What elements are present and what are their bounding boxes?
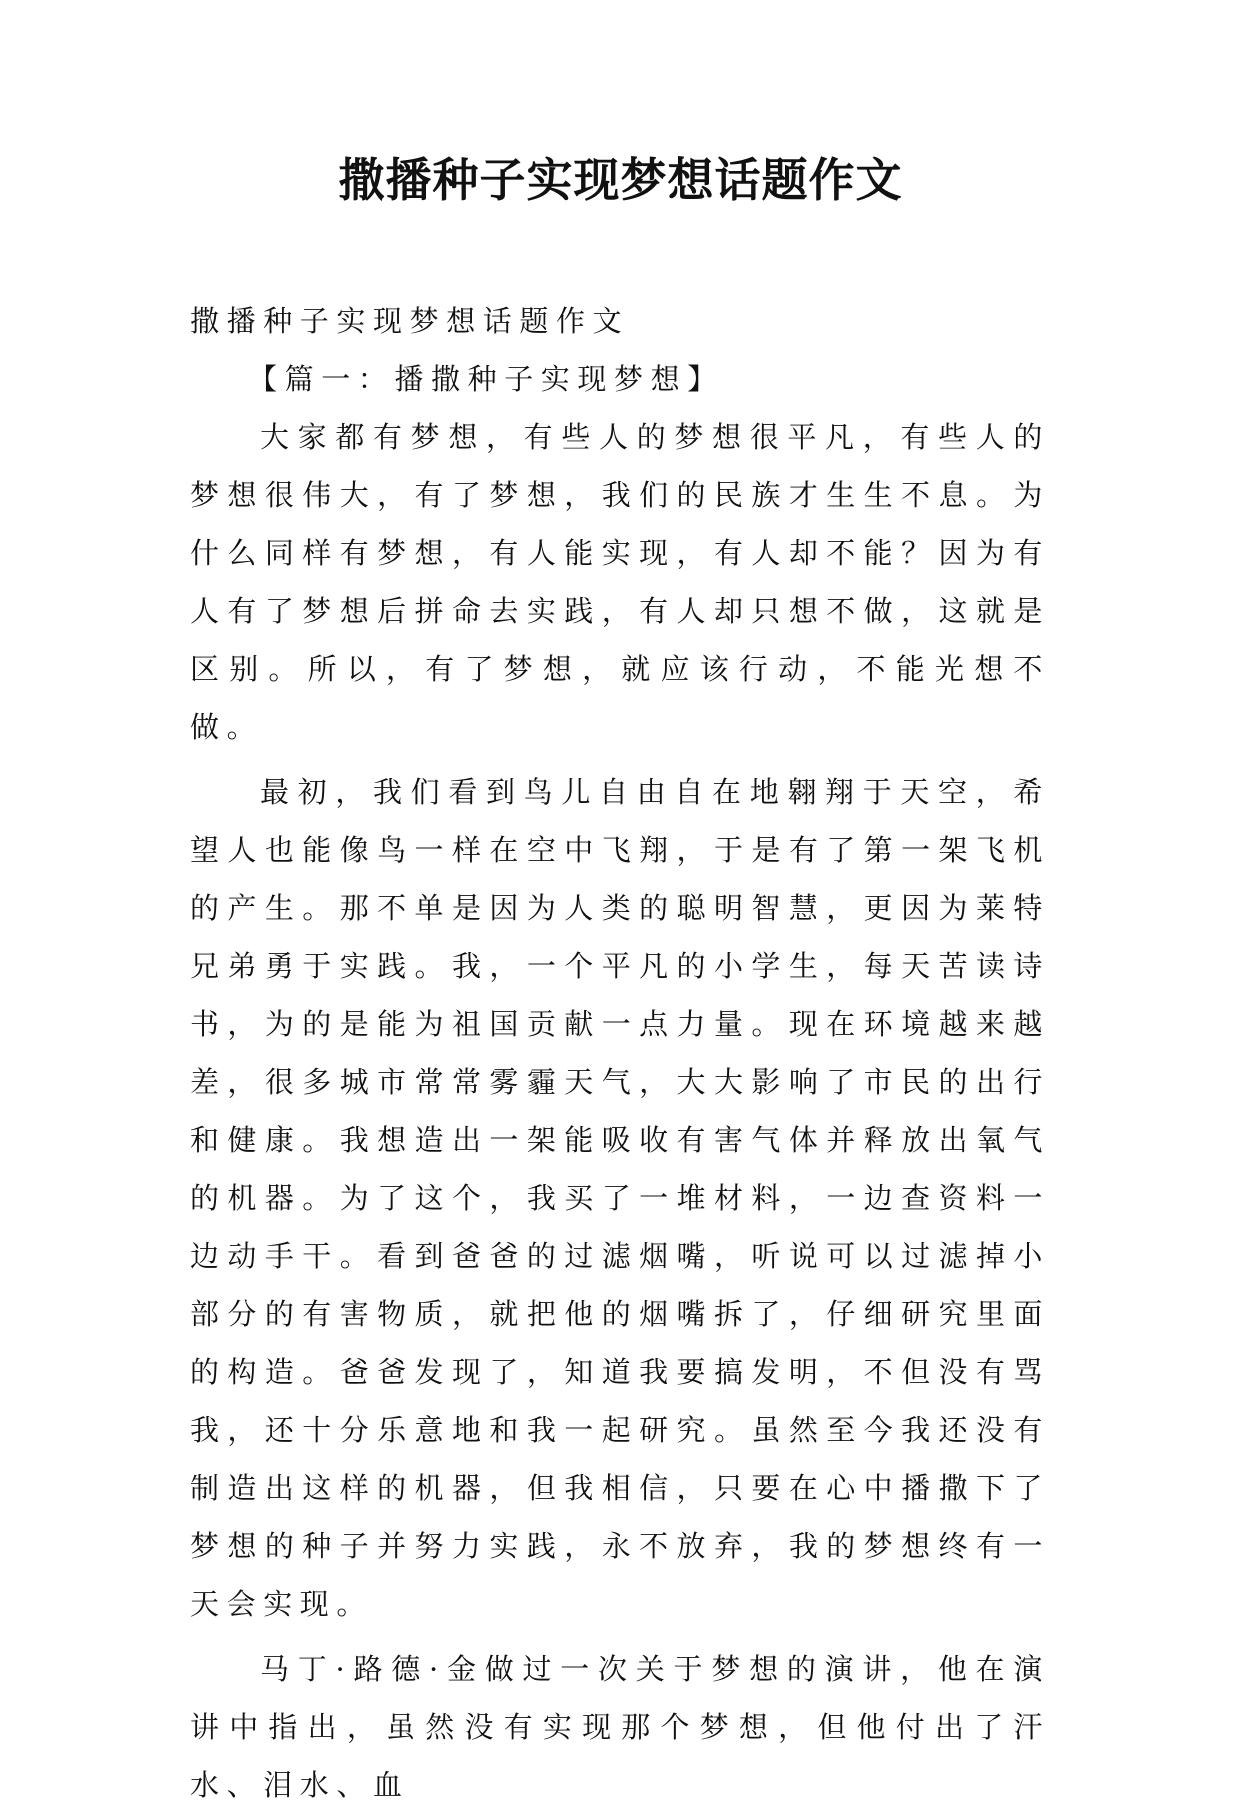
paragraph-1: 大家都有梦想，有些人的梦想很平凡，有些人的梦想很伟大，有了梦想，我们的民族才生生不息。为什么同样有梦想，有人能实现，有人却不能？因为有人有了梦想后拼命去实践，有人却只想不做，这就是区别。所以，有了梦想，就应该行动，不能光想不做。 [190,420,1050,744]
section-heading: 【篇一：播撒种子实现梦想】 [248,362,724,396]
document-body [190,292,1050,1814]
paragraph-2: 最初，我们看到鸟儿自由自在地翱翔于天空，希望人也能像鸟一样在空中飞翔，于是有了第一架飞机的产生。那不单是因为人类的聪明智慧，更因为莱特兄弟勇于实践。我，一个平凡的小学生，每天苦读诗书，为的是能为祖国贡献一点力量。现在环境越来越差，很多城市常常雾霾天气，大大影响了市民的出行和健康。我想造出一架能吸收有害气体并释放出氧气的机器。为了这个，我买了一堆材料，一边查资料一边动手干。看到爸爸的过滤烟嘴，听说可以过滤掉小部分的有害物质，就把他的烟嘴拆了，仔细研究里面的构造。爸爸发现了，知道我要搞发明，不但没有骂我，还十分乐意地和我一起研究。虽然至今我还没有制造出这样的机器，但我相信，只要在心中播撒下了梦想的种子并努力实践，永不放弃，我的梦想终有一天会实现。 [190,775,1050,1621]
paragraph-3: 马丁·路德·金做过一次关于梦想的演讲，他在演讲中指出，虽然没有实现那个梦想，但他付出了汗水、泪水、血 [190,1652,1050,1802]
document-title: 撒播种子实现梦想话题作文 [338,153,903,207]
document-subtitle: 撒播种子实现梦想话题作文 [190,304,630,338]
